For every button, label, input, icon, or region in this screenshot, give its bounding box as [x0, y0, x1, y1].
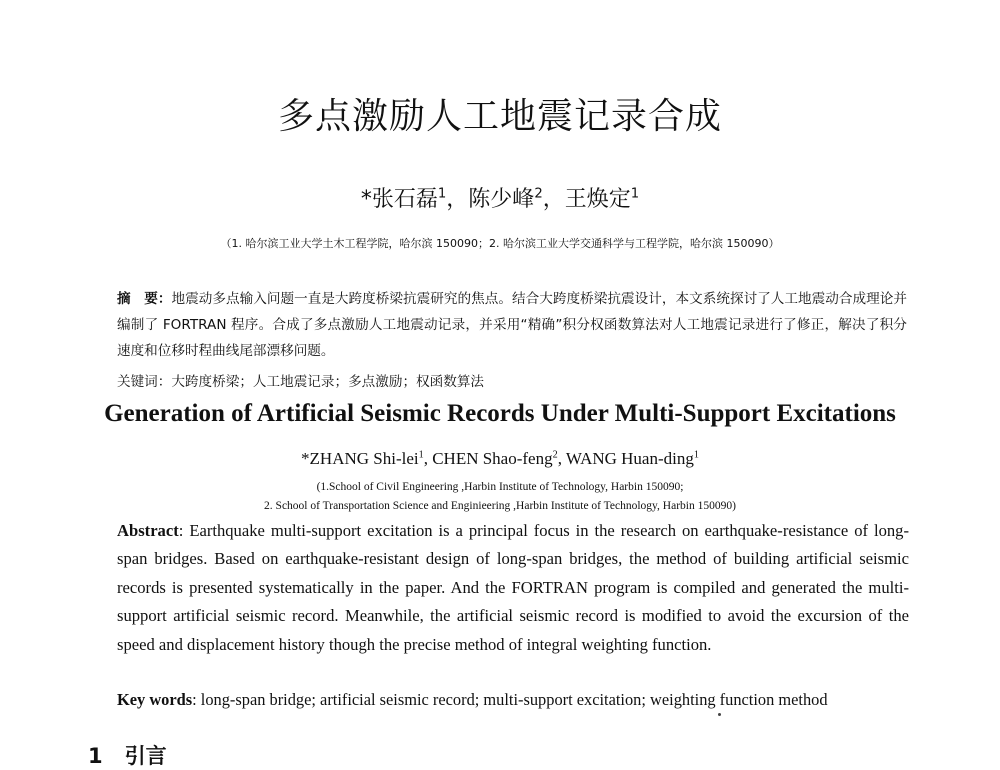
english-affiliation-line-1: (1.School of Civil Engineering ,Harbin Institute of Technology, Harbin 150090; — [316, 481, 684, 493]
author-2-affiliation-index: 2 — [534, 186, 543, 202]
author-2-affiliation-index: 2 — [552, 449, 558, 461]
chinese-title: 多点激励人工地震记录合成 — [277, 96, 722, 137]
author-separator: ， — [542, 187, 565, 212]
english-keywords-text: : long-span bridge; artificial seismic record; multi-support excitation; weighting function method — [192, 690, 828, 709]
author-3-name: WANG Huan-ding — [565, 449, 694, 468]
english-keywords — [117, 686, 909, 714]
section-number: 1 — [88, 744, 103, 768]
author-3-affiliation-index: 1 — [693, 449, 699, 461]
chinese-keywords — [117, 370, 907, 394]
section-title: 引言 — [124, 744, 167, 768]
english-authors — [0, 449, 1000, 469]
author-3-affiliation-index: 1 — [630, 186, 640, 202]
chinese-keywords-label: 关键词： — [117, 374, 172, 390]
author-3-name: 王焕定 — [564, 187, 631, 212]
chinese-abstract — [117, 286, 907, 364]
section-heading — [88, 740, 167, 770]
corresponding-author-mark: * — [301, 449, 310, 468]
author-separator: , — [423, 449, 433, 468]
chinese-affiliation: （1. 哈尔滨工业大学土木工程学院，哈尔滨 150090；2. 哈尔滨工业大学交通科学与工程学院，哈尔滨 150090） — [220, 237, 780, 250]
chinese-authors — [0, 182, 1000, 213]
author-2-name: CHEN Shao-feng — [432, 449, 553, 468]
corresponding-author-mark: * — [360, 187, 372, 212]
author-separator: ， — [446, 187, 469, 212]
chinese-abstract-text: 地震动多点输入问题一直是大跨度桥梁抗震研究的焦点。结合大跨度桥梁抗震设计，本文系统探讨了人工地震动合成理论并编制了 FORTRAN 程序。合成了多点激励人工地震动记录，并采用“精确”积分权函数算法对人工地震记录进行了修正，解决了积分速度和位移时程曲线尾部漂移问题。 — [117, 291, 907, 359]
author-1-name: ZHANG Shi-lei — [309, 449, 419, 468]
english-affiliation-line-2: 2. School of Transportation Science and Enginieering ,Harbin Institute of Technology, Harbin 150090) — [264, 500, 736, 512]
english-abstract-text: : Earthquake multi-support excitation is a principal focus in the research on earthquake-resistance of long-span bridges. Based on earthquake-resistant design of long-span bridges, the method of building artificial seismic records is presented systematically in the paper. And the FORTRAN program is compiled and generated the multi-support artificial seismic record. Meanwhile, the artificial seismic record is modified to avoid the excursion of the speed and displacement history though the precise method of integral weighting function. — [117, 521, 909, 654]
english-abstract-label: Abstract — [117, 521, 179, 540]
chinese-keywords-text: 大跨度桥梁；人工地震记录；多点激励；权函数算法 — [171, 374, 485, 390]
author-1-name: 张石磊 — [371, 187, 438, 212]
english-keywords-label: Key words — [117, 690, 193, 709]
author-1-affiliation-index: 1 — [418, 449, 424, 461]
chinese-abstract-label: 摘 要： — [117, 291, 172, 307]
english-abstract — [117, 517, 909, 659]
author-2-name: 陈少峰 — [468, 187, 535, 212]
scan-speck — [718, 713, 721, 716]
author-separator: , — [557, 449, 566, 468]
author-1-affiliation-index: 1 — [437, 186, 447, 202]
english-title: Generation of Artificial Seismic Records Under Multi-Support Excitations — [104, 400, 896, 427]
